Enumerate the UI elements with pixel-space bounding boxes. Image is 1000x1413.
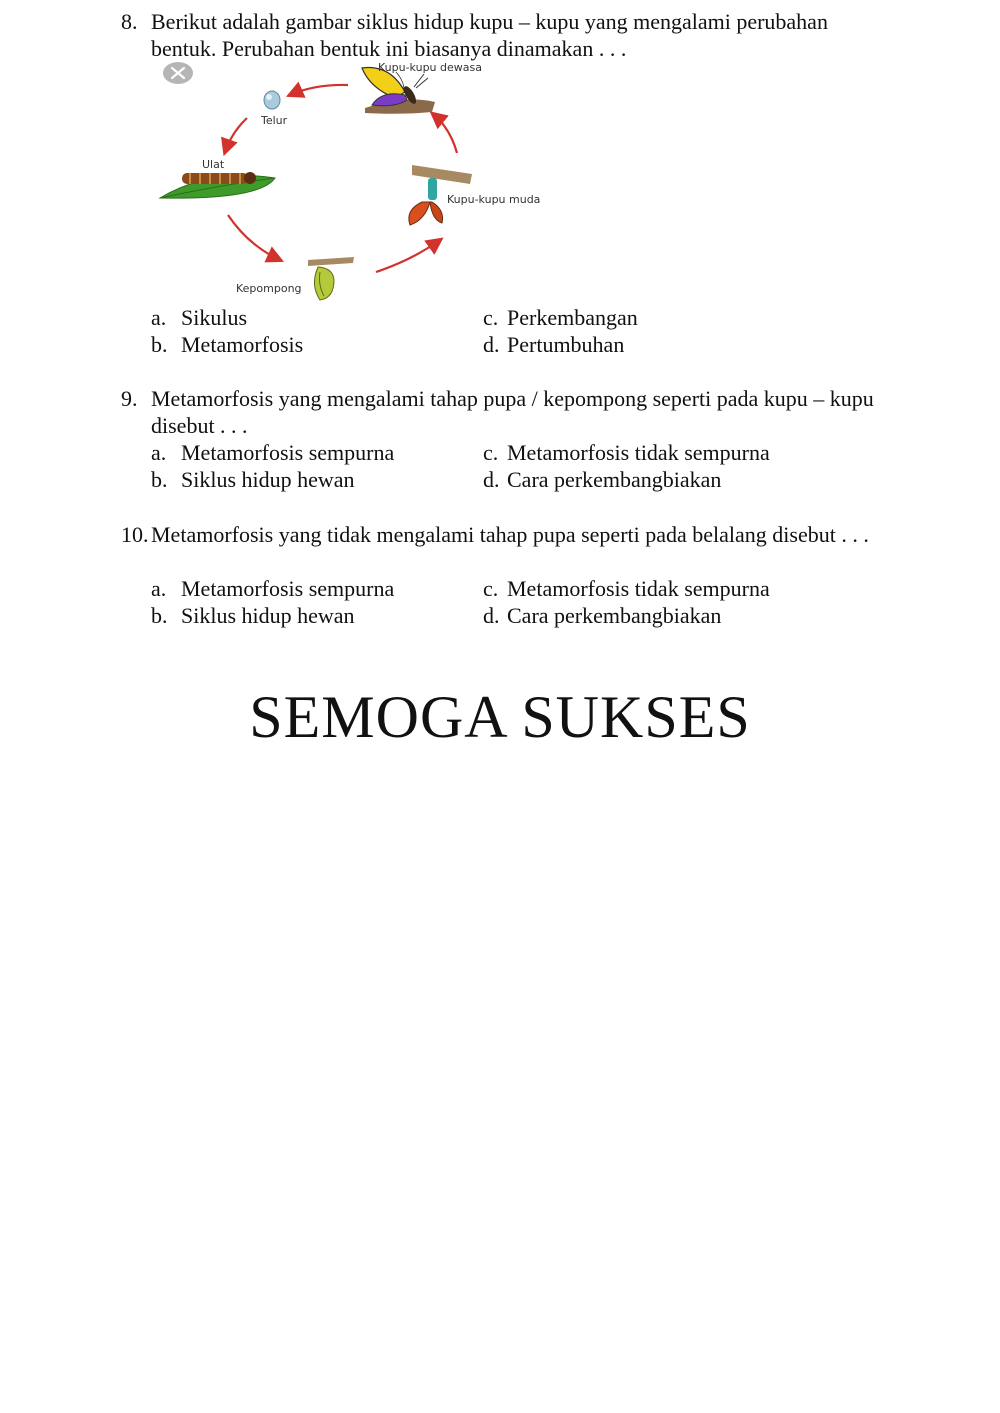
option-text: Perkembangan	[507, 305, 638, 330]
option-text: Pertumbuhan	[507, 332, 625, 357]
option-letter: d.	[483, 603, 500, 628]
option-10c[interactable]	[483, 575, 770, 602]
label-egg: Telur	[261, 114, 288, 127]
arrow-larva-to-pupa	[228, 215, 280, 260]
arrow-egg-to-larva	[225, 118, 247, 152]
option-text: Cara perkembangbiakan	[507, 603, 722, 628]
option-text: Siklus hidup hewan	[181, 603, 355, 628]
option-8b[interactable]	[151, 331, 303, 358]
arrow-young-to-adult	[433, 114, 457, 153]
label-larva: Ulat	[202, 158, 225, 171]
option-letter: b.	[151, 332, 168, 357]
option-text: Siklus hidup hewan	[181, 467, 355, 492]
arrow-pupa-to-young	[376, 240, 440, 272]
question-text: Metamorfosis yang tidak mengalami tahap pupa seperti pada belalang disebut . . .	[151, 522, 869, 547]
option-10d[interactable]	[483, 602, 721, 629]
question-10	[121, 521, 891, 548]
option-9c[interactable]	[483, 439, 770, 466]
option-letter: c.	[483, 576, 499, 601]
butterfly-life-cycle-diagram	[150, 60, 570, 310]
question-9	[121, 385, 891, 439]
option-9a[interactable]	[151, 439, 394, 466]
option-10a[interactable]	[151, 575, 394, 602]
question-8	[121, 8, 891, 62]
option-9b[interactable]	[151, 466, 355, 493]
option-letter: b.	[151, 467, 168, 492]
option-9d[interactable]	[483, 466, 721, 493]
question-text: Metamorfosis yang mengalami tahap pupa / kepompong seperti pada kupu – kupu disebut . . .	[151, 386, 874, 438]
label-pupa: Kepompong	[236, 282, 302, 295]
option-text: Sikulus	[181, 305, 248, 330]
option-10b[interactable]	[151, 602, 355, 629]
option-letter: d.	[483, 467, 500, 492]
option-letter: c.	[483, 440, 499, 465]
option-8d[interactable]	[483, 331, 624, 358]
arrow-adult-to-egg	[290, 85, 348, 95]
option-text: Cara perkembangbiakan	[507, 467, 722, 492]
question-text: Berikut adalah gambar siklus hidup kupu – kupu yang mengalami perubahan bentuk. Perubahan bentuk ini biasanya dinamakan . . .	[151, 9, 828, 61]
option-letter: b.	[151, 603, 168, 628]
option-letter: a.	[151, 440, 167, 465]
label-adult: Kupu-kupu dewasa	[378, 61, 482, 74]
question-number: 8.	[121, 9, 138, 34]
option-letter: a.	[151, 305, 167, 330]
adult-butterfly-icon	[362, 68, 435, 114]
option-letter: c.	[483, 305, 499, 330]
option-8c[interactable]	[483, 304, 638, 331]
caterpillar-icon	[160, 172, 275, 198]
option-text: Metamorfosis tidak sempurna	[507, 440, 770, 465]
close-icon[interactable]	[163, 62, 193, 84]
closing-message: SEMOGA SUKSES	[249, 684, 751, 750]
option-text: Metamorfosis sempurna	[181, 576, 395, 601]
option-text: Metamorfosis	[181, 332, 304, 357]
chrysalis-icon	[308, 257, 354, 300]
label-young: Kupu-kupu muda	[447, 193, 541, 206]
option-text: Metamorfosis tidak sempurna	[507, 576, 770, 601]
option-text: Metamorfosis sempurna	[181, 440, 395, 465]
question-number: 9.	[121, 386, 138, 411]
egg-icon	[264, 91, 280, 109]
option-letter: d.	[483, 332, 500, 357]
option-letter: a.	[151, 576, 167, 601]
option-8a[interactable]	[151, 304, 247, 331]
question-number: 10.	[121, 522, 149, 547]
